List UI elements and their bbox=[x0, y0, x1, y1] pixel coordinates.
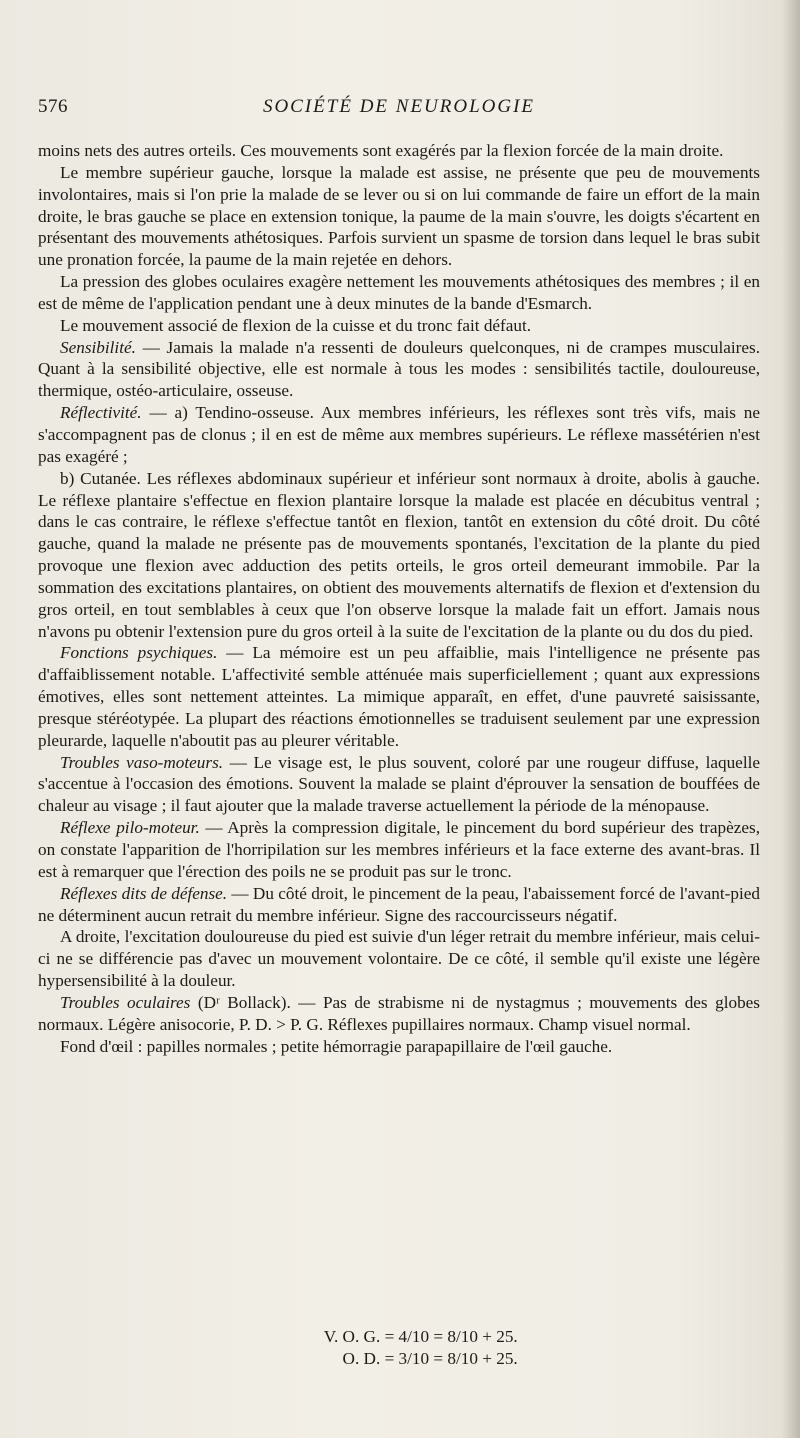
paragraph bbox=[38, 817, 760, 883]
paragraph bbox=[38, 162, 760, 271]
acuity-prefix: V. bbox=[323, 1327, 339, 1346]
paragraph-text: La pression des globes oculaires exagère nettement les mouvements athétosiques des membres ; il en est de même de l'application pendant une à deux minutes de la bande d'Esmarch. bbox=[38, 272, 760, 313]
acuity-expression: = 3/10 = 8/10 + 25. bbox=[384, 1349, 518, 1368]
paragraph-text: Fond d'œil : papilles normales ; petite hémorragie parapapillaire de l'œil gauche. bbox=[60, 1036, 613, 1056]
paragraph-text: — Après la compression digitale, le pincement du bord supérieur des trapèzes, on constate l'apparition de l'horripilation sur les membres inférieurs et la face externe des avant-bras. Il est à remarquer que l'érection des poils ne se produit pas sur le tronc. bbox=[38, 818, 760, 881]
running-title: SOCIÉTÉ DE NEUROLOGIE bbox=[262, 96, 536, 117]
paragraph-text: — a) Tendino-osseuse. Aux membres inférieurs, les réflexes sont très vifs, mais ne s'accompagnent pas de clonus ; il en est de même aux membres supérieurs. Le réflexe massétérien n'est pas exagéré ; bbox=[38, 403, 760, 466]
paragraph bbox=[38, 642, 760, 751]
paragraph-text: — Du côté droit, le pincement de la peau, l'abaissement forcé de l'avant-pied ne déterminent aucun retrait du membre inférieur. Signe des raccourcisseurs négatif. bbox=[38, 883, 760, 925]
acuity-expression: = 4/10 = 8/10 + 25. bbox=[384, 1327, 518, 1346]
paragraph-text: Le membre supérieur gauche, lorsque la malade est assise, ne présente que peu de mouvements involontaires, mais si l'on prie la malade de se lever ou si on lui commande de faire un effort de la main droite, le bras gauche se place en extension tonique, la paume de la main s'ouvre, les doigts s'écartent en présentant des mouvements athétosiques. Parfois survient un spasme de torsion dans lequel le bras subit une pronation forcée, la paume de la main rejetée en dehors. bbox=[38, 162, 760, 270]
page-header bbox=[38, 96, 760, 130]
paragraph bbox=[38, 752, 760, 818]
paragraph-text: — La mémoire est un peu affaiblie, mais l'intelligence ne présente pas d'affaiblissement notable. L'affectivité semble atténuée mais superficiellement ; quant aux expressions émotives, elles sont nettement atteintes. La mimique apparaît, en effet, d'une pauvreté saisissante, presque stéréotypée. La plupart des réactions émotionnelles se traduisent seulement par une expression pleurarde, laquelle n'aboutit pas au pleurer véritable. bbox=[38, 643, 761, 750]
paragraph bbox=[38, 315, 760, 337]
acuity-row bbox=[0, 1348, 800, 1370]
paragraph-text: (Dʳ Bollack). — Pas de strabisme ni de nystagmus ; mouvements des globes normaux. Légère anisocorie, P. D. > P. G. Réflexes pupillaires normaux. Champ visuel normal. bbox=[38, 992, 760, 1034]
paragraph bbox=[38, 883, 760, 927]
paragraph bbox=[38, 140, 760, 162]
paragraph-lead: Réflectivité. bbox=[60, 403, 142, 423]
paragraph-text: — Jamais la malade n'a ressenti de douleurs quelconques, ni de crampes musculaires. Quant à la sensibilité objective, elle est normale à tous les modes : sensibilités tactile, douloureuse, thermique, ostéo-articulaire, osseuse. bbox=[38, 337, 760, 401]
paragraph-text: A droite, l'excitation douloureuse du pied est suivie d'un léger retrait du membre inférieur, mais celui-ci ne se différencie pas d'avec un mouvement volontaire. De ce côté, il semble qu'il existe une légère hypersensibilité à la douleur. bbox=[38, 927, 760, 991]
paragraph-lead: Sensibilité. bbox=[60, 337, 136, 357]
paragraph bbox=[38, 402, 760, 468]
visual-acuity-formula bbox=[0, 1326, 800, 1370]
acuity-eye: O. D. bbox=[342, 1349, 381, 1368]
paragraph-text: — Le visage est, le plus souvent, coloré par une rougeur diffuse, laquelle s'accentue à l'occasion des émotions. Souvent la malade se plaint d'éprouver la sensation de bouffées de chaleur au visage ; il faut ajouter que la malade traverse actuellement la période de la ménopause. bbox=[38, 752, 760, 816]
paragraph bbox=[38, 992, 760, 1036]
paragraph bbox=[38, 468, 760, 643]
acuity-eye: O. G. bbox=[342, 1327, 381, 1346]
paragraph-lead: Réflexe pilo-moteur. bbox=[60, 818, 200, 838]
paragraph bbox=[38, 337, 760, 403]
paragraph bbox=[38, 926, 760, 992]
page-edge-shadow bbox=[782, 0, 800, 1438]
paragraph-text: b) Cutanée. Les réflexes abdominaux supérieur et inférieur sont normaux à droite, abolis à gauche. Le réflexe plantaire s'effectue en flexion plantaire lorsque la malade est placée en décubitus ventral ; dans le cas contraire, le réflexe s'effectue tantôt en flexion, tantôt en extension du côté droit. Du côté gauche, quand la malade ne présente pas de mouvements spontanés, l'excitation de la plante du pied provoque une flexion avec adduction des petits orteils, le gros orteil demeurant immobile. Par la sommation des excitations plantaires, on obtient des mouvements alternatifs de flexion et d'extension du gros orteil, en tout semblables à ceux que l'on observe lorsque la malade fait un effort. Jamais nous n'avons pu obtenir l'extension pure du gros orteil à la suite de l'excitation de la plante ou du dos du pied. bbox=[38, 468, 760, 641]
paragraph-text: Le mouvement associé de flexion de la cuisse et du tronc fait défaut. bbox=[60, 315, 532, 335]
paragraph-lead: Fonctions psychiques. bbox=[60, 643, 218, 663]
paragraph-text: moins nets des autres orteils. Ces mouvements sont exagérés par la flexion forcée de la main droite. bbox=[38, 141, 724, 160]
paragraph-lead: Réflexes dits de défense. bbox=[60, 883, 228, 903]
body-text bbox=[38, 140, 760, 1057]
acuity-row bbox=[0, 1326, 800, 1348]
paragraph bbox=[38, 271, 760, 315]
paragraph bbox=[38, 1036, 760, 1058]
paragraph-lead: Troubles oculaires bbox=[60, 992, 191, 1012]
paragraph-lead: Troubles vaso-moteurs. bbox=[60, 752, 224, 772]
page-number: 576 bbox=[38, 96, 68, 117]
